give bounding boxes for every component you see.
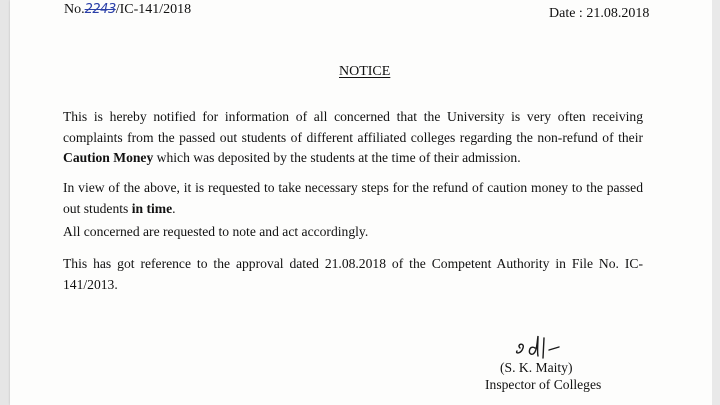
notice-title: NOTICE [339, 64, 391, 79]
scan-edge-right [712, 0, 720, 405]
paragraph-2-text-a: In view of the above, it is requested to take necessary steps for the refund of caution money to the passed out students [63, 180, 643, 216]
paragraph-note-and-act: All concerned are requested to note and act accordingly. [63, 224, 369, 239]
caution-money-emphasis: Caution Money [63, 150, 154, 165]
paragraph-caution-money-complaints [63, 107, 643, 169]
signatory-name: (S. K. Maity) [500, 360, 573, 375]
paragraph-refund-request [63, 178, 643, 219]
paragraph-1-text-c: which was deposited by the students at the time of their admission. [153, 150, 521, 165]
in-time-emphasis: in time [131, 200, 173, 216]
signatory-designation: Inspector of Colleges [485, 377, 602, 392]
document-page [10, 0, 712, 405]
date-label: Date : [549, 6, 583, 21]
paragraph-approval-reference: This has got reference to the approval dated 21.08.2018 of the Competent Authority in File No. IC-141/2013. [63, 256, 643, 292]
handwritten-signature-sdash [513, 332, 563, 362]
date-value: 21.08.2018 [586, 6, 650, 21]
reference-prefix: No. [64, 2, 85, 17]
paragraph-2-text-c: . [172, 200, 176, 216]
reference-number [64, 2, 191, 18]
paragraph-1-text-a: This is hereby notified for information of all concerned that the University is very often receiving complaints from the passed out students of different affiliated colleges regarding the non-refund of their [63, 109, 643, 145]
handwritten-reference-number: 2243 [84, 2, 116, 17]
scan-edge-left [0, 0, 10, 405]
notice-date [549, 6, 649, 22]
reference-suffix: /IC-141/2018 [115, 2, 192, 17]
